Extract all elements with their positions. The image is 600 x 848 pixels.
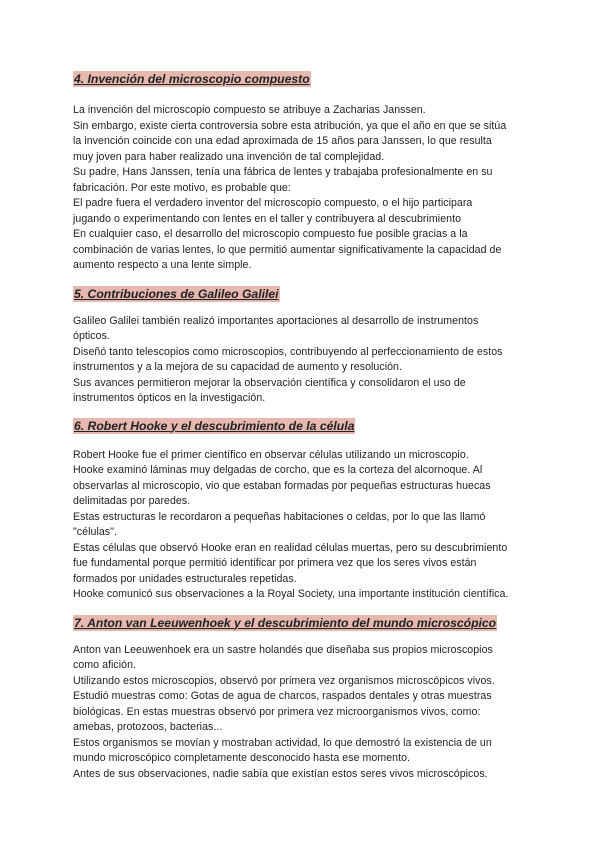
section-robert-hooke (73, 417, 530, 603)
text-line: Estas células que observó Hooke eran en realidad células muertas, pero su descubrimiento (73, 541, 508, 554)
text-line: observarlas al microscopio, vio que estaban formadas por pequeñas estructuras huecas (73, 479, 491, 492)
section-heading: 7. Anton van Leeuwenhoek y el descubrimiento del mundo microscópico (74, 615, 497, 630)
text-line: "células". (73, 526, 117, 538)
text-line: Galileo Galilei también realizó importantes aportaciones al desarrollo de instrumentos (73, 314, 479, 327)
text-line: Su padre, Hans Janssen, tenía una fábrica de lentes y trabajaba profesionalmente en su (73, 166, 493, 178)
text-line: muy joven para haber realizado una invención de tal complejidad. (73, 150, 385, 163)
text-line: Estudió muestras como: Gotas de agua de charcos, raspados dentales y otras muestras (73, 690, 492, 702)
section-galileo-galilei (73, 285, 530, 407)
section-body (73, 103, 530, 274)
text-line: La invención del microscopio compuesto se atribuye a Zacharias Janssen. (73, 104, 426, 116)
text-line: Diseñó tanto telescopios como microscopios, contribuyendo al perfeccionamiento de estos (73, 345, 503, 358)
text-line: jugando o experimentando con lentes en el taller y contribuyera al descubrimiento (73, 212, 462, 225)
text-line: Utilizando estos microscopios, observó por primera vez organismos microscópicos vivos. (73, 674, 495, 687)
section-heading: 6. Robert Hooke y el descubrimiento de la célula (74, 418, 355, 433)
text-line: formados por unidades estructurales repetidas. (73, 572, 297, 585)
text-line: como afición. (73, 659, 137, 671)
text-line: instrumentos ópticos en la investigación. (73, 392, 266, 404)
section-body (73, 314, 530, 407)
section-microscopio-compuesto (73, 70, 530, 274)
text-line: Estos organismos se movían y mostraban actividad, lo que demostró la existencia de un (73, 736, 492, 749)
text-line: Hooke comunicó sus observaciones a la Royal Society, una importante institución científica. (73, 588, 509, 600)
text-line: instrumentos y a la mejora de su capacidad de aumento y resolución. (73, 361, 402, 373)
text-line: aumento respecto a una lente simple. (73, 259, 252, 271)
section-van-leeuwenhoek (73, 614, 530, 783)
text-line: Robert Hooke fue el primer científico en observar células utilizando un microscopio. (73, 448, 469, 461)
text-line: amebas, protozoos, bacterias... (73, 721, 223, 733)
text-line: Hooke examinó láminas muy delgadas de corcho, que es la corteza del alcornoque. Al (73, 464, 483, 476)
section-body (73, 643, 530, 783)
text-line: fue fundamental porque permitió identificar por primera vez que los seres vivos están (73, 557, 477, 569)
text-line: Antes de sus observaciones, nadie sabía que existían estos seres vivos microscópicos. (73, 767, 488, 780)
text-line: ópticos. (73, 330, 110, 342)
text-line: Estas estructuras le recordaron a pequeñas habitaciones o celdas, por lo que las llamó (73, 510, 486, 523)
text-line: fabricación. Por este motivo, es probable que: (73, 181, 291, 194)
text-line: delimitadas por paredes. (73, 495, 191, 507)
text-line: Sin embargo, existe cierta controversia sobre esta atribución, ya que el año en que se sitúa (73, 119, 507, 132)
text-line: biológicas. En estas muestras observó por primera vez microorganismos vivos, como: (73, 705, 481, 718)
text-line: Anton van Leeuwenhoek era un sastre holandés que diseñaba sus propios microscopios (73, 643, 493, 656)
text-line: mundo microscópico completamente desconocido hasta ese momento. (73, 752, 411, 764)
section-heading: 4. Invención del microscopio compuesto (74, 72, 310, 86)
text-line: El padre fuera el verdadero inventor del microscopio compuesto, o el hijo participara (73, 197, 473, 209)
section-heading: 5. Contribuciones de Galileo Galilei (74, 286, 279, 301)
text-line: Sus avances permitieron mejorar la observación científica y consolidaron el uso de (73, 376, 466, 389)
text-line: combinación de varias lentes, lo que permitió aumentar significativamente la capacidad de (73, 243, 502, 256)
text-line: la invención coincide con una edad aproximada de 15 años para Janssen, lo que resulta (73, 135, 492, 147)
section-body (73, 448, 530, 603)
text-line: En cualquier caso, el desarrollo del microscopio compuesto fue posible gracias a la (73, 228, 468, 240)
